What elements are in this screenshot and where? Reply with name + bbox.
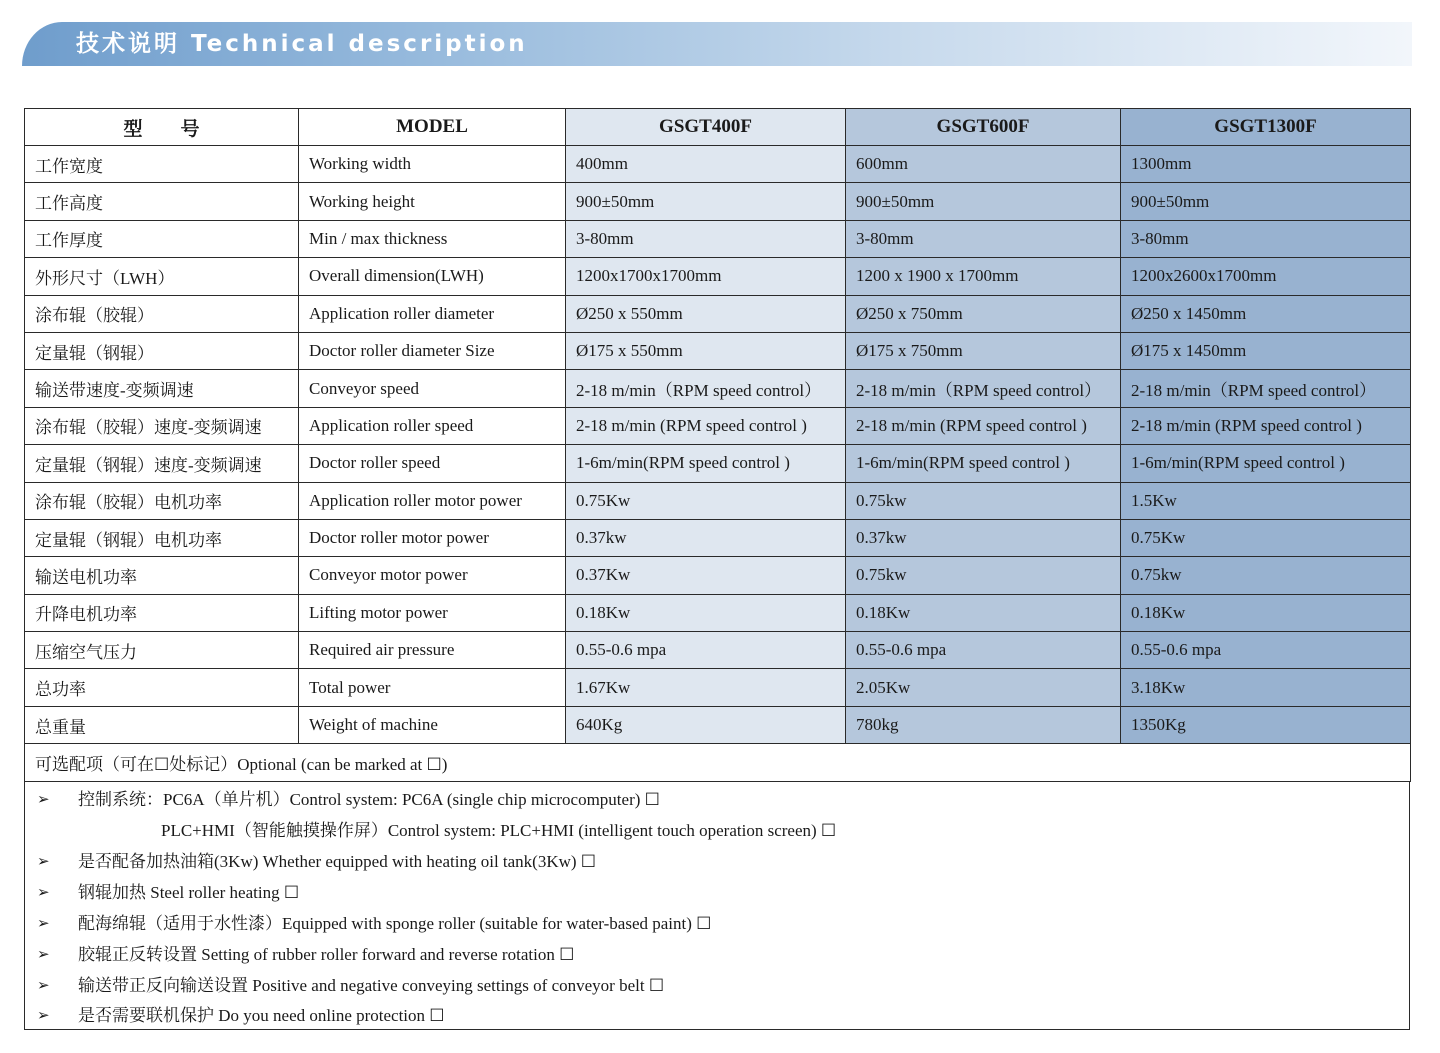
section-title: 技术说明 Technical description [76, 31, 528, 57]
option-sponge-roller[interactable]: 配海绵辊（适用于水性漆）Equipped with sponge roller (suitable for water-based paint) ☐ [78, 914, 712, 933]
cell-gsgt1300f: 0.75Kw [1121, 519, 1411, 556]
cell-gsgt400f: 3-80mm [566, 220, 846, 257]
table-row [25, 594, 1411, 631]
cell-gsgt600f: 900±50mm [846, 183, 1121, 220]
header-cn-model: 型 号 [25, 109, 299, 146]
cell-gsgt400f: Ø175 x 550mm [566, 332, 846, 369]
cell-cn: 输送电机功率 [25, 557, 299, 594]
cell-gsgt600f: Ø175 x 750mm [846, 332, 1121, 369]
table-row [25, 258, 1411, 295]
arrow-bullet-icon: ➢ [37, 976, 50, 994]
cell-cn: 输送带速度-变频调速 [25, 370, 299, 407]
cell-gsgt600f: 2.05Kw [846, 669, 1121, 706]
option-control-system-plc-hmi[interactable]: PLC+HMI（智能触摸操作屏）Control system: PLC+HMI (intelligent touch operation screen) ☐ [161, 821, 837, 840]
option-steel-roller-heating[interactable]: 钢辊加热 Steel roller heating ☐ [78, 883, 300, 902]
arrow-bullet-icon: ➢ [37, 914, 50, 932]
cell-en: Lifting motor power [299, 594, 566, 631]
cell-gsgt400f: 640Kg [566, 706, 846, 743]
header-gsgt400f: GSGT400F [566, 109, 846, 146]
table-row [25, 220, 1411, 257]
cell-en: Application roller diameter [299, 295, 566, 332]
cell-gsgt1300f: Ø250 x 1450mm [1121, 295, 1411, 332]
option-conveyor-direction[interactable]: 输送带正反向输送设置 Positive and negative conveying settings of conveyor belt ☐ [78, 976, 665, 995]
table-row [25, 183, 1411, 220]
header-gsgt1300f: GSGT1300F [1121, 109, 1411, 146]
cell-gsgt400f: 1.67Kw [566, 669, 846, 706]
spec-table [24, 108, 1411, 782]
cell-cn: 外形尺寸（LWH） [25, 258, 299, 295]
table-row [25, 706, 1411, 743]
option-rubber-roller-rotation[interactable]: 胶辊正反转设置 Setting of rubber roller forward and reverse rotation ☐ [78, 945, 575, 964]
cell-en: Application roller speed [299, 407, 566, 444]
table-row [25, 519, 1411, 556]
cell-cn: 涂布辊（胶辊）速度-变频调速 [25, 407, 299, 444]
cell-en: Required air pressure [299, 632, 566, 669]
table-header-row [25, 109, 1411, 146]
cell-gsgt400f: 1200x1700x1700mm [566, 258, 846, 295]
cell-gsgt400f: 2-18 m/min（RPM speed control） [566, 370, 846, 407]
cell-gsgt1300f: 0.18Kw [1121, 594, 1411, 631]
cell-en: Conveyor motor power [299, 557, 566, 594]
table-row [25, 407, 1411, 444]
header-gsgt600f: GSGT600F [846, 109, 1121, 146]
cell-gsgt400f: 0.37Kw [566, 557, 846, 594]
cell-en: Doctor roller speed [299, 445, 566, 482]
cell-gsgt600f: 600mm [846, 146, 1121, 183]
arrow-bullet-icon: ➢ [37, 852, 50, 870]
table-row [25, 370, 1411, 407]
table-row [25, 146, 1411, 183]
arrow-bullet-icon: ➢ [37, 1006, 50, 1024]
cell-cn: 涂布辊（胶辊） [25, 295, 299, 332]
cell-cn: 定量辊（钢辊） [25, 332, 299, 369]
cell-gsgt400f: 0.18Kw [566, 594, 846, 631]
cell-gsgt1300f: Ø175 x 1450mm [1121, 332, 1411, 369]
cell-en: Working height [299, 183, 566, 220]
cell-gsgt600f: 2-18 m/min (RPM speed control ) [846, 407, 1121, 444]
optional-list [24, 782, 1410, 1030]
cell-gsgt400f: 2-18 m/min (RPM speed control ) [566, 407, 846, 444]
arrow-bullet-icon: ➢ [37, 945, 50, 963]
cell-gsgt1300f: 900±50mm [1121, 183, 1411, 220]
section-banner [22, 22, 1412, 66]
cell-gsgt600f: 780kg [846, 706, 1121, 743]
table-row [25, 295, 1411, 332]
optional-header: 可选配项（可在☐处标记）Optional (can be marked at ☐) [25, 744, 1411, 781]
table-row [25, 482, 1411, 519]
cell-cn: 总重量 [25, 706, 299, 743]
cell-gsgt600f: 0.75kw [846, 482, 1121, 519]
cell-gsgt1300f: 1.5Kw [1121, 482, 1411, 519]
cell-gsgt1300f: 2-18 m/min (RPM speed control ) [1121, 407, 1411, 444]
cell-gsgt600f: 3-80mm [846, 220, 1121, 257]
cell-cn: 涂布辊（胶辊）电机功率 [25, 482, 299, 519]
cell-gsgt400f: 900±50mm [566, 183, 846, 220]
option-heating-oil-tank[interactable]: 是否配备加热油箱(3Kw) Whether equipped with heating oil tank(3Kw) ☐ [78, 852, 597, 871]
cell-en: Doctor roller diameter Size [299, 332, 566, 369]
cell-gsgt1300f: 3.18Kw [1121, 669, 1411, 706]
table-row [25, 445, 1411, 482]
cell-gsgt1300f: 1350Kg [1121, 706, 1411, 743]
cell-gsgt1300f: 1300mm [1121, 146, 1411, 183]
cell-en: Min / max thickness [299, 220, 566, 257]
cell-gsgt400f: Ø250 x 550mm [566, 295, 846, 332]
cell-gsgt600f: 0.37kw [846, 519, 1121, 556]
cell-gsgt400f: 0.75Kw [566, 482, 846, 519]
cell-cn: 升降电机功率 [25, 594, 299, 631]
arrow-bullet-icon: ➢ [37, 883, 50, 901]
cell-gsgt1300f: 2-18 m/min（RPM speed control） [1121, 370, 1411, 407]
cell-gsgt600f: 0.55-0.6 mpa [846, 632, 1121, 669]
cell-gsgt1300f: 0.55-0.6 mpa [1121, 632, 1411, 669]
cell-en: Weight of machine [299, 706, 566, 743]
cell-cn: 压缩空气压力 [25, 632, 299, 669]
cell-en: Overall dimension(LWH) [299, 258, 566, 295]
cell-gsgt1300f: 0.75kw [1121, 557, 1411, 594]
cell-en: Total power [299, 669, 566, 706]
cell-gsgt1300f: 1200x2600x1700mm [1121, 258, 1411, 295]
cell-gsgt600f: 1200 x 1900 x 1700mm [846, 258, 1121, 295]
cell-gsgt400f: 0.55-0.6 mpa [566, 632, 846, 669]
cell-cn: 工作厚度 [25, 220, 299, 257]
cell-en: Conveyor speed [299, 370, 566, 407]
cell-en: Working width [299, 146, 566, 183]
cell-cn: 定量辊（钢辊）电机功率 [25, 519, 299, 556]
table-row [25, 669, 1411, 706]
cell-cn: 工作高度 [25, 183, 299, 220]
cell-gsgt600f: 0.75kw [846, 557, 1121, 594]
table-row [25, 557, 1411, 594]
optional-header-row [25, 744, 1411, 781]
table-row [25, 332, 1411, 369]
table-row [25, 632, 1411, 669]
option-control-system-pc6a[interactable]: 控制系统：PC6A（单片机）Control system: PC6A (single chip microcomputer) ☐ [78, 790, 660, 809]
cell-en: Application roller motor power [299, 482, 566, 519]
cell-gsgt1300f: 3-80mm [1121, 220, 1411, 257]
cell-gsgt400f: 0.37kw [566, 519, 846, 556]
cell-gsgt1300f: 1-6m/min(RPM speed control ) [1121, 445, 1411, 482]
arrow-bullet-icon: ➢ [37, 790, 50, 808]
cell-gsgt600f: 1-6m/min(RPM speed control ) [846, 445, 1121, 482]
cell-gsgt600f: Ø250 x 750mm [846, 295, 1121, 332]
option-online-protection[interactable]: 是否需要联机保护 Do you need online protection ☐ [78, 1006, 445, 1025]
cell-gsgt400f: 1-6m/min(RPM speed control ) [566, 445, 846, 482]
header-model: MODEL [299, 109, 566, 146]
cell-cn: 总功率 [25, 669, 299, 706]
cell-cn: 工作宽度 [25, 146, 299, 183]
cell-gsgt600f: 2-18 m/min（RPM speed control） [846, 370, 1121, 407]
cell-cn: 定量辊（钢辊）速度-变频调速 [25, 445, 299, 482]
cell-gsgt400f: 400mm [566, 146, 846, 183]
cell-en: Doctor roller motor power [299, 519, 566, 556]
cell-gsgt600f: 0.18Kw [846, 594, 1121, 631]
